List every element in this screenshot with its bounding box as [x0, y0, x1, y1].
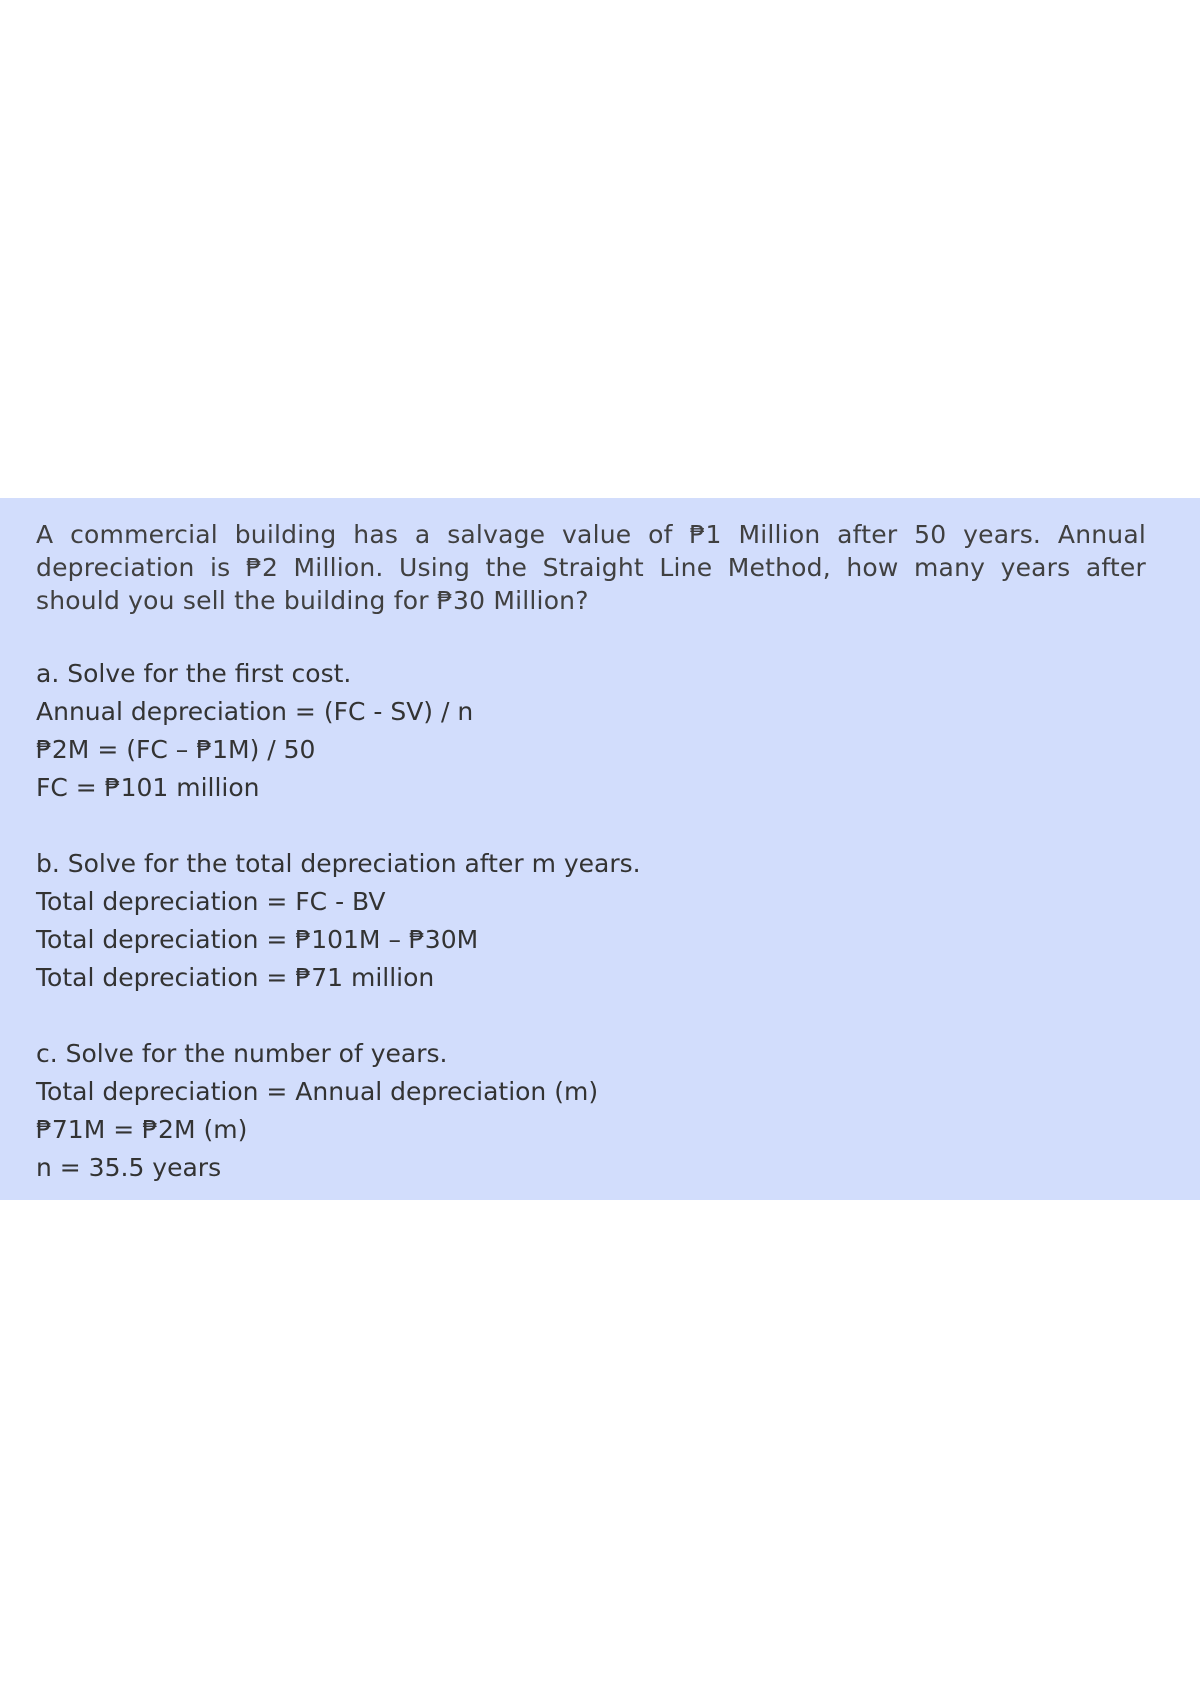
- formula-line: Total depreciation = Annual depreciation (m): [36, 1077, 599, 1106]
- formula-line: Total depreciation = ₱101M – ₱30M: [36, 925, 479, 954]
- section-heading: a. Solve for the first cost.: [36, 659, 352, 688]
- formula-line: Total depreciation = FC - BV: [36, 887, 386, 916]
- section-heading: c. Solve for the number of years.: [36, 1039, 448, 1068]
- section-heading: b. Solve for the total depreciation after m years.: [36, 849, 641, 878]
- solution-panel: [0, 498, 1200, 1200]
- formula-line: ₱71M = ₱2M (m): [36, 1115, 248, 1144]
- formula-line: Annual depreciation = (FC - SV) / n: [36, 697, 474, 726]
- result-line: n = 35.5 years: [36, 1153, 222, 1182]
- section-total-depreciation: [36, 845, 1146, 997]
- result-line: FC = ₱101 million: [36, 773, 260, 802]
- problem-statement: A commercial building has a salvage value of ₱1 Million after 50 years. Annual depreciation is ₱2 Million. Using the Straight Line Method, how many years after should you sell the building for ₱30 Million?: [36, 520, 1146, 615]
- formula-line: ₱2M = (FC – ₱1M) / 50: [36, 735, 316, 764]
- section-first-cost: [36, 655, 1146, 807]
- section-number-of-years: [36, 1035, 1146, 1187]
- result-line: Total depreciation = ₱71 million: [36, 963, 435, 992]
